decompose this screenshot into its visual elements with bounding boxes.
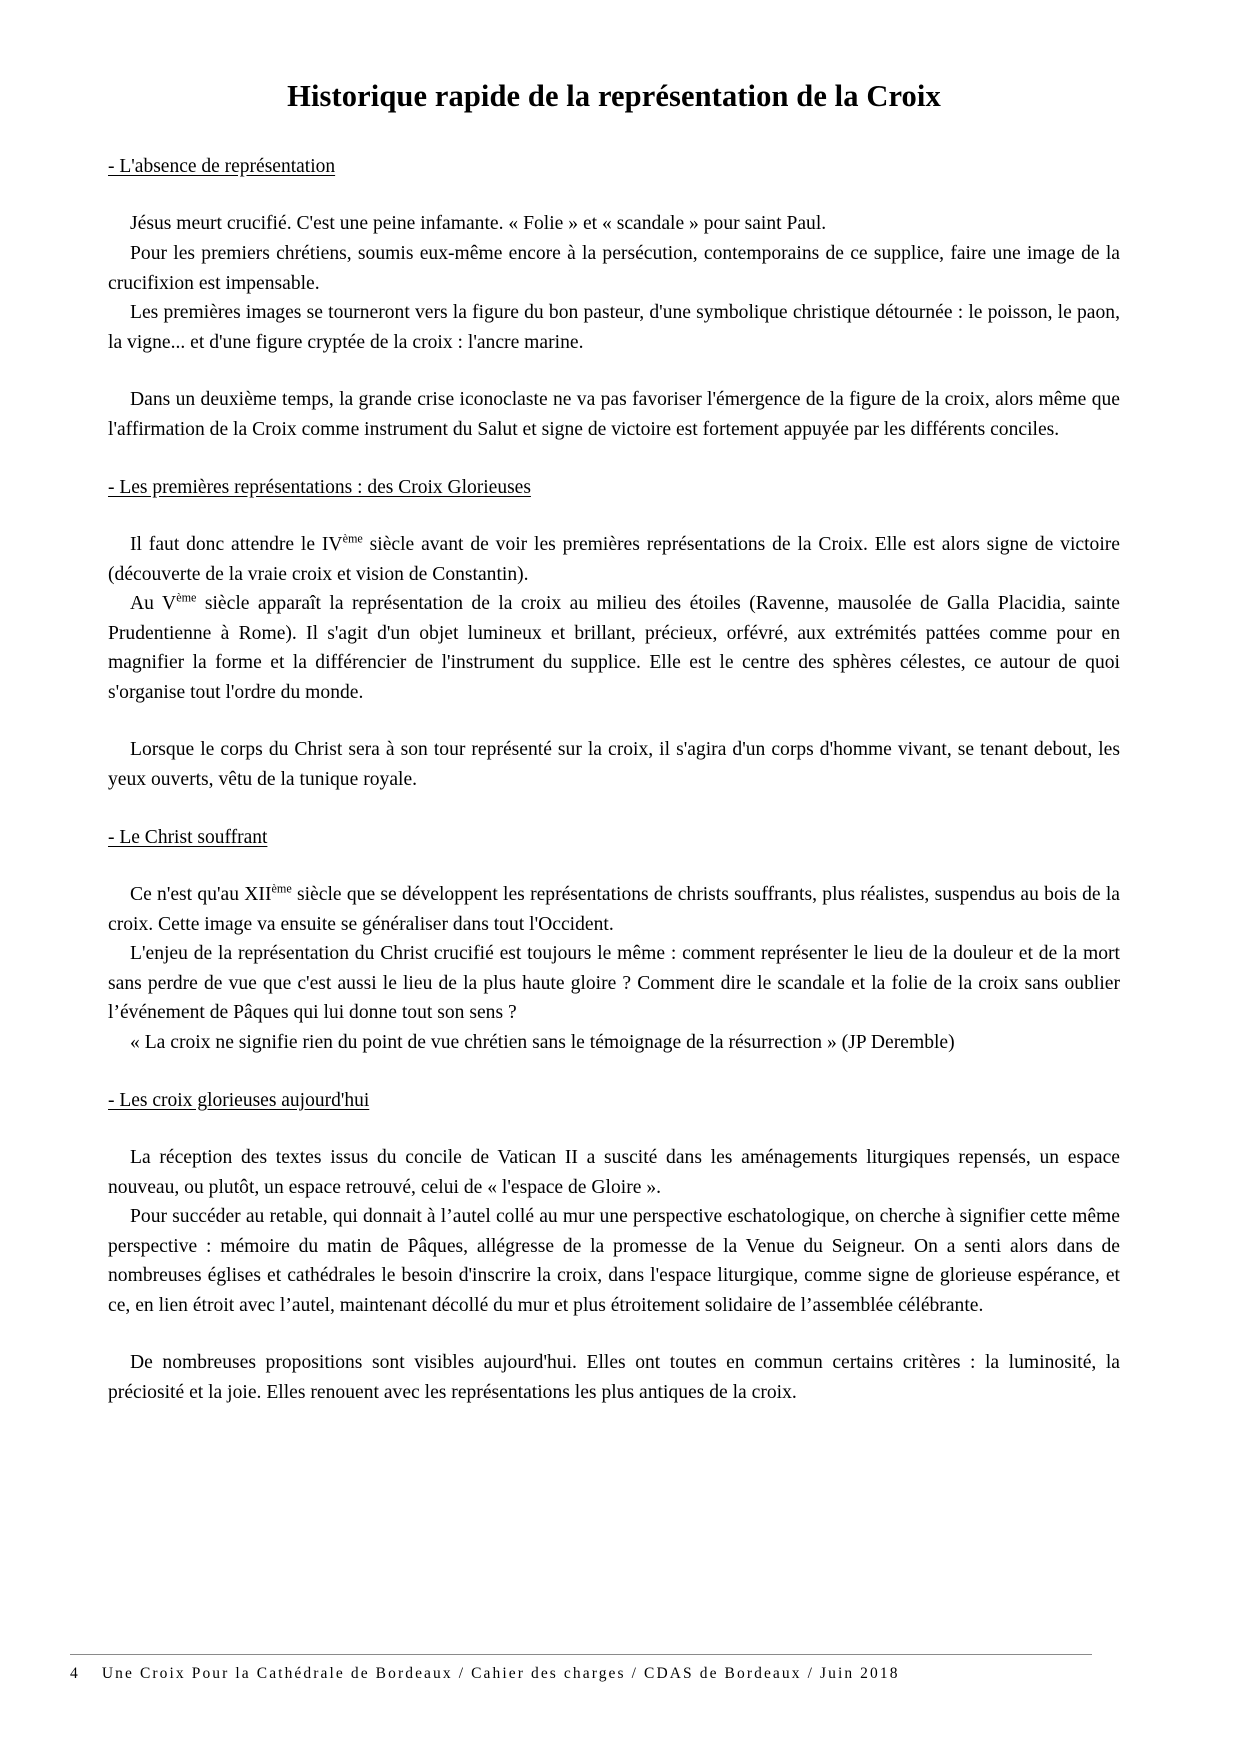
paragraph-text-after: siècle que se développent les représentations de christs souffrants, plus réalistes, suspendus au bois de la croix. Cette image va ensuite se généraliser dans tout l'Occident.: [108, 884, 1120, 935]
section-le-christ-souffrant: [108, 825, 1120, 1058]
document-body: [108, 0, 1120, 1408]
paragraph: [108, 589, 1120, 707]
section-heading: [108, 825, 1120, 850]
spacer: [108, 707, 1120, 735]
ordinal-suffix: ème: [271, 881, 292, 896]
paragraph: Pour les premiers chrétiens, soumis eux-même encore à la persécution, contemporains de ce supplice, faire une image de la crucifixion est impensable.: [108, 243, 1120, 294]
roman-numeral: IV: [321, 533, 343, 555]
section-heading-label: - Le Christ souffrant: [108, 826, 268, 848]
footer-divider: [70, 1654, 1092, 1655]
spacer: [108, 1320, 1120, 1348]
spacer: [108, 795, 1120, 825]
paragraph: Dans un deuxième temps, la grande crise iconoclaste ne va pas favoriser l'émergence de la figure de la croix, alors même que l'affirmation de la Croix comme instrument du Salut et signe de victoire est fortement appuyée par les différents conciles.: [108, 389, 1120, 440]
ordinal-suffix: ème: [342, 531, 363, 546]
spacer: [108, 500, 1120, 530]
section-heading: [108, 154, 1120, 179]
section-heading-label: - Les croix glorieuses aujourd'hui: [108, 1089, 370, 1111]
spacer: [108, 1113, 1120, 1143]
spacer: [108, 850, 1120, 880]
paragraph: « La croix ne signifie rien du point de vue chrétien sans le témoignage de la résurrection » (JP Deremble): [130, 1031, 955, 1053]
section-heading-label: - Les premières représentations : des Croix Glorieuses: [108, 476, 531, 498]
paragraph: Jésus meurt crucifié. C'est une peine infamante. « Folie » et « scandale » pour saint Paul.: [130, 213, 827, 235]
spacer: [108, 357, 1120, 385]
section-heading: [108, 475, 1120, 500]
paragraph-text-after: siècle avant de voir les premières représentations de la Croix. Elle est alors signe de victoire (découverte de la vraie croix et vision de Constantin).: [108, 533, 1120, 585]
roman-numeral: V: [162, 593, 177, 615]
section-heading: [108, 1088, 1120, 1113]
paragraph-text-before: Il faut donc attendre le: [130, 533, 322, 555]
ordinal-suffix: ème: [176, 590, 197, 605]
page-footer: [70, 1654, 1170, 1683]
section-premieres-representations: [108, 475, 1120, 795]
paragraph: Pour succéder au retable, qui donnait à l’autel collé au mur une perspective eschatologique, on cherche à signifier cette même perspective : mémoire du matin de Pâques, allégresse de la promesse de la Venue du Seigneur. On a senti alors dans de nombreuses églises et cathédrales le besoin d'inscrire la croix, dans l'espace liturgique, comme signe de glorieuse espérance, et ce, en lien étroit avec l’autel, maintenant décollé du mur et plus étroitement solidaire de l’assemblée célébrante.: [108, 1206, 1120, 1316]
paragraph: De nombreuses propositions sont visibles aujourd'hui. Elles ont toutes en commun certains critères : la luminosité, la préciosité et la joie. Elles renouent avec les représentations les plus antiques de la croix.: [108, 1352, 1120, 1404]
paragraph-text-after: siècle apparaît la représentation de la croix au milieu des étoiles (Ravenne, mausolée de Galla Placidia, sainte Prudentienne à Rome). Il s'agit d'un objet lumineux et brillant, précieux, orfévré, aux extrémités pattées comme pour en magnifier la forme et la différencier de l'instrument du supplice. Elle est le centre des sphères célestes, ce autour de quoi s'organise tout l'ordre du monde.: [108, 593, 1120, 703]
paragraph: Les premières images se tourneront vers la figure du bon pasteur, d'une symbolique christique détournée : le poisson, le paon, la vigne... et d'une figure cryptée de la croix : l'ancre marine.: [108, 302, 1120, 353]
spacer: [108, 1058, 1120, 1088]
paragraph: La réception des textes issus du concile de Vatican II a suscité dans les aménagements liturgiques repensés, un espace nouveau, ou plutôt, un espace retrouvé, celui de « l'espace de Gloire ».: [108, 1146, 1120, 1198]
spacer: [108, 445, 1120, 475]
footer-line: [70, 1665, 1170, 1683]
page-title: Historique rapide de la représentation de la Croix: [287, 79, 941, 113]
section-croix-glorieuses-aujourdhui: [108, 1088, 1120, 1408]
paragraph-text-before: Ce n'est qu'au: [130, 884, 245, 905]
spacer: [108, 179, 1120, 209]
spacer: [108, 114, 1120, 154]
section-absence-de-representation: [108, 154, 1120, 445]
section-heading-label: - L'absence de représentation: [108, 156, 336, 178]
paragraph: [108, 530, 1120, 589]
paragraph: [108, 880, 1120, 939]
roman-numeral: XII: [244, 884, 272, 905]
paragraph: L'enjeu de la représentation du Christ crucifié est toujours le même : comment représenter le lieu de la douleur et de la mort sans perdre de vue que c'est aussi le lieu de la plus haute gloire ? Comment dire le scandale et la folie de la croix sans oublier l’événement de Pâques qui lui donne tout son sens ?: [108, 943, 1120, 1024]
footer-text: Une Croix Pour la Cathédrale de Bordeaux / Cahier des charges / CDAS de Bordeaux / Juin 2018: [101, 1665, 900, 1682]
paragraph: Lorsque le corps du Christ sera à son tour représenté sur la croix, il s'agira d'un corps d'homme vivant, se tenant debout, les yeux ouverts, vêtu de la tunique royale.: [108, 739, 1120, 791]
paragraph-text-before: Au: [130, 593, 163, 615]
footer-page-number: 4: [70, 1665, 80, 1682]
